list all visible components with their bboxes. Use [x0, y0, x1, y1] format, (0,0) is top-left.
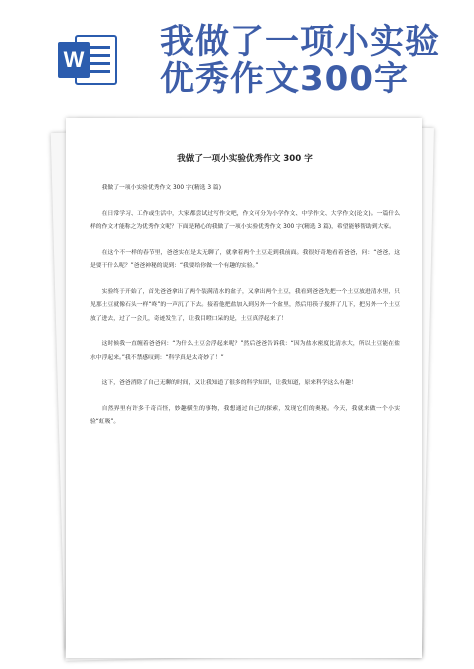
- paragraph: 这时候我一直缠着爸爸问：“为什么土豆会浮起来呢？”然后爸爸告诉我：“因为盐水密度比清水大，所以土豆能在盐水中浮起来。”我不禁感叹到：“科学真是太奇妙了！”: [90, 341, 400, 361]
- paragraph: 这下，爸爸消除了自己无聊的时间，又让我知道了很多的科学知识，让我知道，原来科学这么有趣！: [101, 380, 357, 386]
- paper-sheet-front: [66, 118, 422, 658]
- svg-text:W: W: [63, 47, 85, 72]
- page-headline: [160, 24, 460, 98]
- document-body: [90, 152, 400, 442]
- headline-line-2: 优秀作文300字: [160, 59, 409, 99]
- paragraph: 自然界里有许多千奇百怪，妙趣横生的事物，我想通过自己的探索，发现它们的奥秘。今天，我就来做一个小实验“虹吸”。: [90, 405, 400, 425]
- headline-line-1: 我做了一项小实验: [160, 22, 440, 62]
- header-banner: [0, 0, 474, 110]
- document-preview: [64, 118, 424, 663]
- document-title: 我做了一项小实验优秀作文 300 字: [177, 154, 313, 164]
- document-subtitle: 我做了一项小实验优秀作文 300 字(精选 3 篇): [101, 185, 221, 191]
- paragraph: 在这个不一样的春节里，爸爸实在是太无聊了，就拿着两个土豆走到我前面。我很好奇地看着爸爸，问：“爸爸，这是要干什么呢？”爸爸神秘的说到：“我要给你做一个有趣的实验。”: [90, 249, 400, 269]
- paragraph: 在日常学习、工作或生活中，大家都尝试过写作文吧，作文可分为小学作文、中学作文、大学作文(论文)。一篇什么样的作文才能称之为优秀作文呢？下面是精心的我做了一项小实验优秀作文 300 字(精选 3 篇)，希望能够帮助到大家。: [90, 210, 400, 230]
- word-document-icon: [58, 34, 118, 86]
- paragraph: 实验终于开始了，首先爸爸拿出了两个装满清水的盆子，又拿出两个土豆，我看到爸爸先把一个土豆放进清水里，只见那土豆就像石头一样“咚”的一声沉了下去。接着他把盐加入到另外一个盆里，然后用筷子搅拌了几下，把另外一个土豆放了进去，过了一会儿，奇迹发生了，让我目瞪口呆的是，土豆真浮起来了！: [90, 288, 400, 322]
